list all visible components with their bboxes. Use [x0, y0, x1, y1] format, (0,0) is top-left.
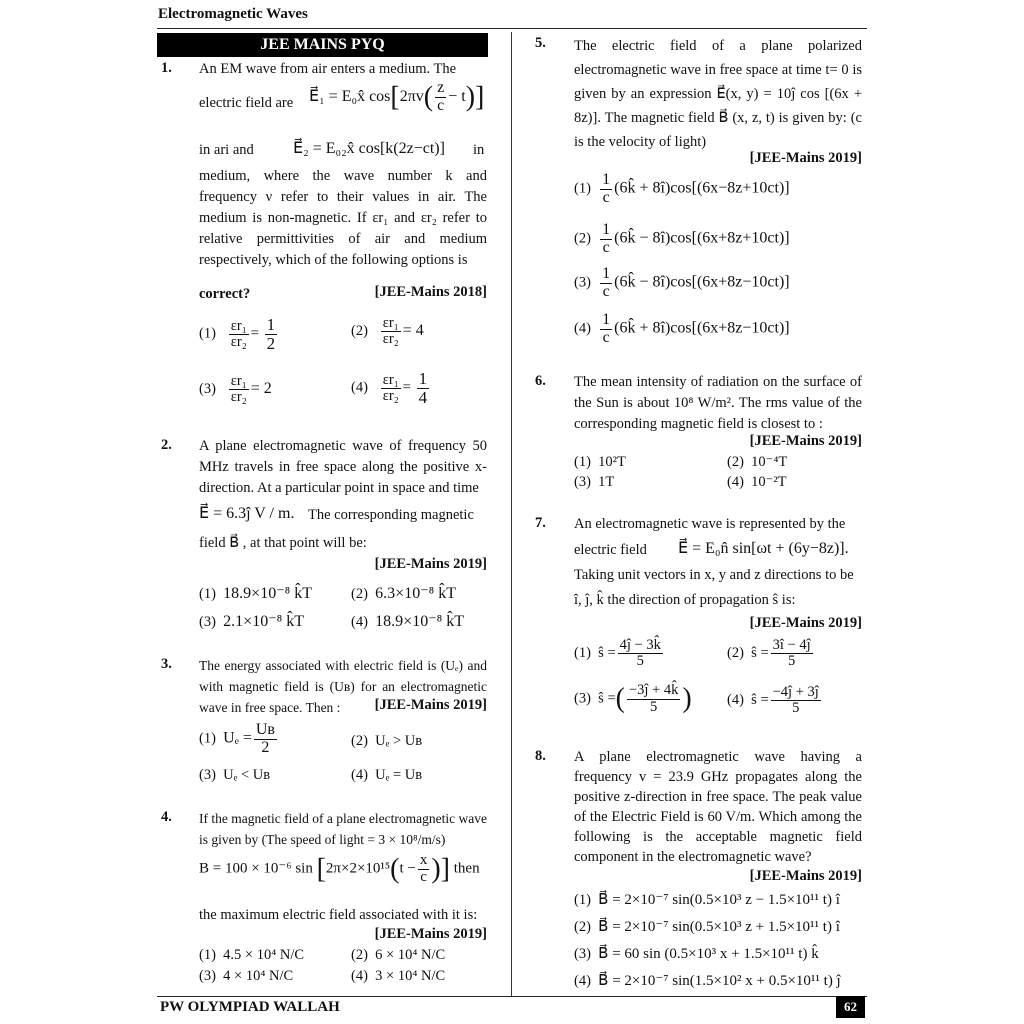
- option-4: (4) $\frac{1}{c}$ (6k̂ + 8î)cos[(6x+8z−10ct)]: [574, 311, 790, 346]
- option-3: (3) Uₑ < Uʙ: [199, 767, 271, 783]
- option-1: (1) Uₑ = $\frac{\text{Uʙ}}{2}$: [199, 721, 275, 756]
- question-text: The energy associated with electric field is (Uₑ) and with magnetic field is (Uʙ) for an electromagnetic wave in free space. Then :: [199, 658, 487, 715]
- option-4: (4) B⃗ = 2×10⁻⁷ sin(1.5×10² x + 0.5×10¹¹ t) ĵ: [574, 973, 841, 989]
- option-4: (4) 3 × 10⁴ N/C: [351, 968, 446, 984]
- question-text: Taking unit vectors in x, y and z directions to be: [574, 567, 854, 583]
- exam-tag: [JEE-Mains 2019]: [749, 150, 862, 166]
- question-number: 1.: [161, 60, 172, 76]
- option-1: (1) $\frac{\text{εr₁}}{\text{εr₂}}$ = $\frac{1}{2}$: [199, 315, 276, 353]
- question-text: in: [473, 142, 485, 158]
- question-number: 8.: [535, 748, 546, 764]
- question-text: the maximum electric field associated with it is:: [199, 907, 478, 923]
- option-2: (2) 10⁻⁴T: [727, 454, 788, 470]
- footer-rule: [157, 996, 867, 997]
- equation: E⃗₁ = E₀x̂ cos[2πv( $\frac{z}{c}$ − t)]: [309, 79, 485, 114]
- option-2: (2) ŝ = $\frac{3î - 4ĵ}{5}$: [727, 637, 811, 670]
- option-2: (2) 6 × 10⁴ N/C: [351, 947, 446, 963]
- option-3: (3) ŝ =( $\frac{-3ĵ + 4k̂}{5}$ ): [574, 682, 692, 715]
- option-3: (3) 4 × 10⁴ N/C: [199, 968, 294, 984]
- exam-tag: [JEE-Mains 2019]: [374, 697, 487, 713]
- question-number: 2.: [161, 437, 172, 453]
- question-text: The mean intensity of radiation on the surface of the Sun is about 10⁸ W/m². The rms value of the corresponding magnetic field is closest to :: [574, 374, 862, 432]
- option-1: (1) 10²T: [574, 454, 626, 470]
- question-text: A plane electromagnetic wave having a frequency v = 23.9 GHz propagates along the positive z-direction in free space. The peak value of the Electric Field is 60 V/m. Which among the following is the acceptable magnetic field component in the electromagnetic wave?: [574, 749, 862, 865]
- header-rule: [157, 28, 867, 29]
- option-1: (1) 18.9×10⁻⁸ k̂T: [199, 585, 312, 602]
- question-text: in ari and: [199, 142, 254, 158]
- equation: E⃗₂ = E₀₂x̂ cos[k(2z−ct)]: [293, 140, 445, 157]
- option-3: (3) 2.1×10⁻⁸ k̂T: [199, 613, 304, 630]
- option-4: (4) 10⁻²T: [727, 474, 787, 490]
- option-2: (2) B⃗ = 2×10⁻⁷ sin(0.5×10³ z + 1.5×10¹¹ t) î: [574, 919, 840, 935]
- exam-tag: [JEE-Mains 2019]: [749, 868, 862, 884]
- option-4: (4) ŝ = $\frac{-4ĵ + 3ĵ}{5}$: [727, 684, 819, 717]
- question-number: 3.: [161, 656, 172, 672]
- equation: E⃗ = E₀n̂ sin[ωt + (6y−8z)].: [678, 540, 849, 557]
- question-text: An electromagnetic wave is represented by the: [574, 516, 846, 532]
- question-text: An EM wave from air enters a medium. The: [199, 61, 457, 77]
- question-number: 4.: [161, 809, 172, 825]
- equation: B = 100 × 10⁻⁶ sin [2π×2×10¹⁵(t − $\frac{x}{c}$ )] then: [199, 852, 480, 885]
- option-3: (3) $\frac{\text{εr₁}}{\text{εr₂}}$ = 2: [199, 373, 272, 406]
- question-text: î, ĵ, k̂ the direction of propagation ŝ is:: [574, 592, 796, 608]
- question-number: 6.: [535, 373, 546, 389]
- option-3: (3) B⃗ = 60 sin (0.5×10³ x + 1.5×10¹¹ t) k̂: [574, 946, 819, 962]
- equation: E⃗ = 6.3ĵ V / m.: [199, 505, 295, 522]
- question-text: If the magnetic field of a plane electromagnetic wave is given by (The speed of light = 3 × 10⁸/m/s): [199, 811, 487, 847]
- question-text: A plane electromagnetic wave of frequency 50 MHz travels in free space along the positive x-direction. At a particular point in space and time: [199, 438, 487, 496]
- option-1: (1) B⃗ = 2×10⁻⁷ sin(0.5×10³ z − 1.5×10¹¹ t) î: [574, 892, 840, 908]
- question-text: electric field are: [199, 95, 294, 111]
- option-4: (4) $\frac{\text{εr₁}}{\text{εr₂}}$ = $\frac{1}{4}$: [351, 369, 428, 407]
- option-1: (1) 4.5 × 10⁴ N/C: [199, 947, 305, 963]
- question-text: medium, where the wave number k and frequency ν refer to their values in air. The medium is non-magnetic. If εr₁ and εr₂ refer to relative permittivities of air and medium respectively, which of the following options is: [199, 168, 487, 268]
- option-2: (2) $\frac{\text{εr₁}}{\text{εr₂}}$ = 4: [351, 315, 424, 348]
- option-3: (3) 1T: [574, 474, 615, 490]
- exam-tag: [JEE-Mains 2019]: [749, 615, 862, 631]
- exam-tag: [JEE-Mains 2019]: [374, 556, 487, 572]
- footer-publisher: PW OLYMPIAD WALLAH: [160, 999, 340, 1015]
- page-header-title: Electromagnetic Waves: [158, 6, 308, 22]
- question-number: 5.: [535, 35, 546, 51]
- option-4: (4) Uₑ = Uʙ: [351, 767, 423, 783]
- question-number: 7.: [535, 515, 546, 531]
- option-1: (1) $\frac{1}{c}$ (6k̂ + 8î)cos[(6x−8z+10ct)]: [574, 171, 790, 206]
- question-text: field B⃗ , at that point will be:: [199, 535, 367, 551]
- option-2: (2) $\frac{1}{c}$ (6k̂ − 8î)cos[(6x+8z+10ct)]: [574, 221, 790, 256]
- page-number: 62: [836, 996, 865, 1018]
- exam-tag: [JEE-Mains 2018]: [374, 284, 487, 300]
- option-4: (4) 18.9×10⁻⁸ k̂T: [351, 613, 464, 630]
- option-2: (2) Uₑ > Uʙ: [351, 733, 423, 749]
- exam-tag: [JEE-Mains 2019]: [749, 433, 862, 449]
- option-2: (2) 6.3×10⁻⁸ k̂T: [351, 585, 456, 602]
- option-1: (1) ŝ = $\frac{4ĵ - 3k̂}{5}$: [574, 637, 661, 670]
- column-divider: [511, 32, 512, 996]
- question-text: The corresponding magnetic: [308, 507, 474, 523]
- option-3: (3) $\frac{1}{c}$ (6k̂ − 8î)cos[(6x+8z−10ct)]: [574, 265, 790, 300]
- section-banner: JEE MAINS PYQ: [157, 33, 488, 57]
- question-text: electric field: [574, 542, 647, 558]
- question-text: The electric field of a plane polarized electromagnetic wave in free space at time t= 0 is given by an expression E⃗(x, y) = 10ĵ cos [(6x + 8z)]. The magnetic field B⃗ (x, z, t) is given by: (c is the velocity of light): [574, 38, 862, 150]
- exam-tag: [JEE-Mains 2019]: [374, 926, 487, 942]
- question-text: correct?: [199, 286, 251, 302]
